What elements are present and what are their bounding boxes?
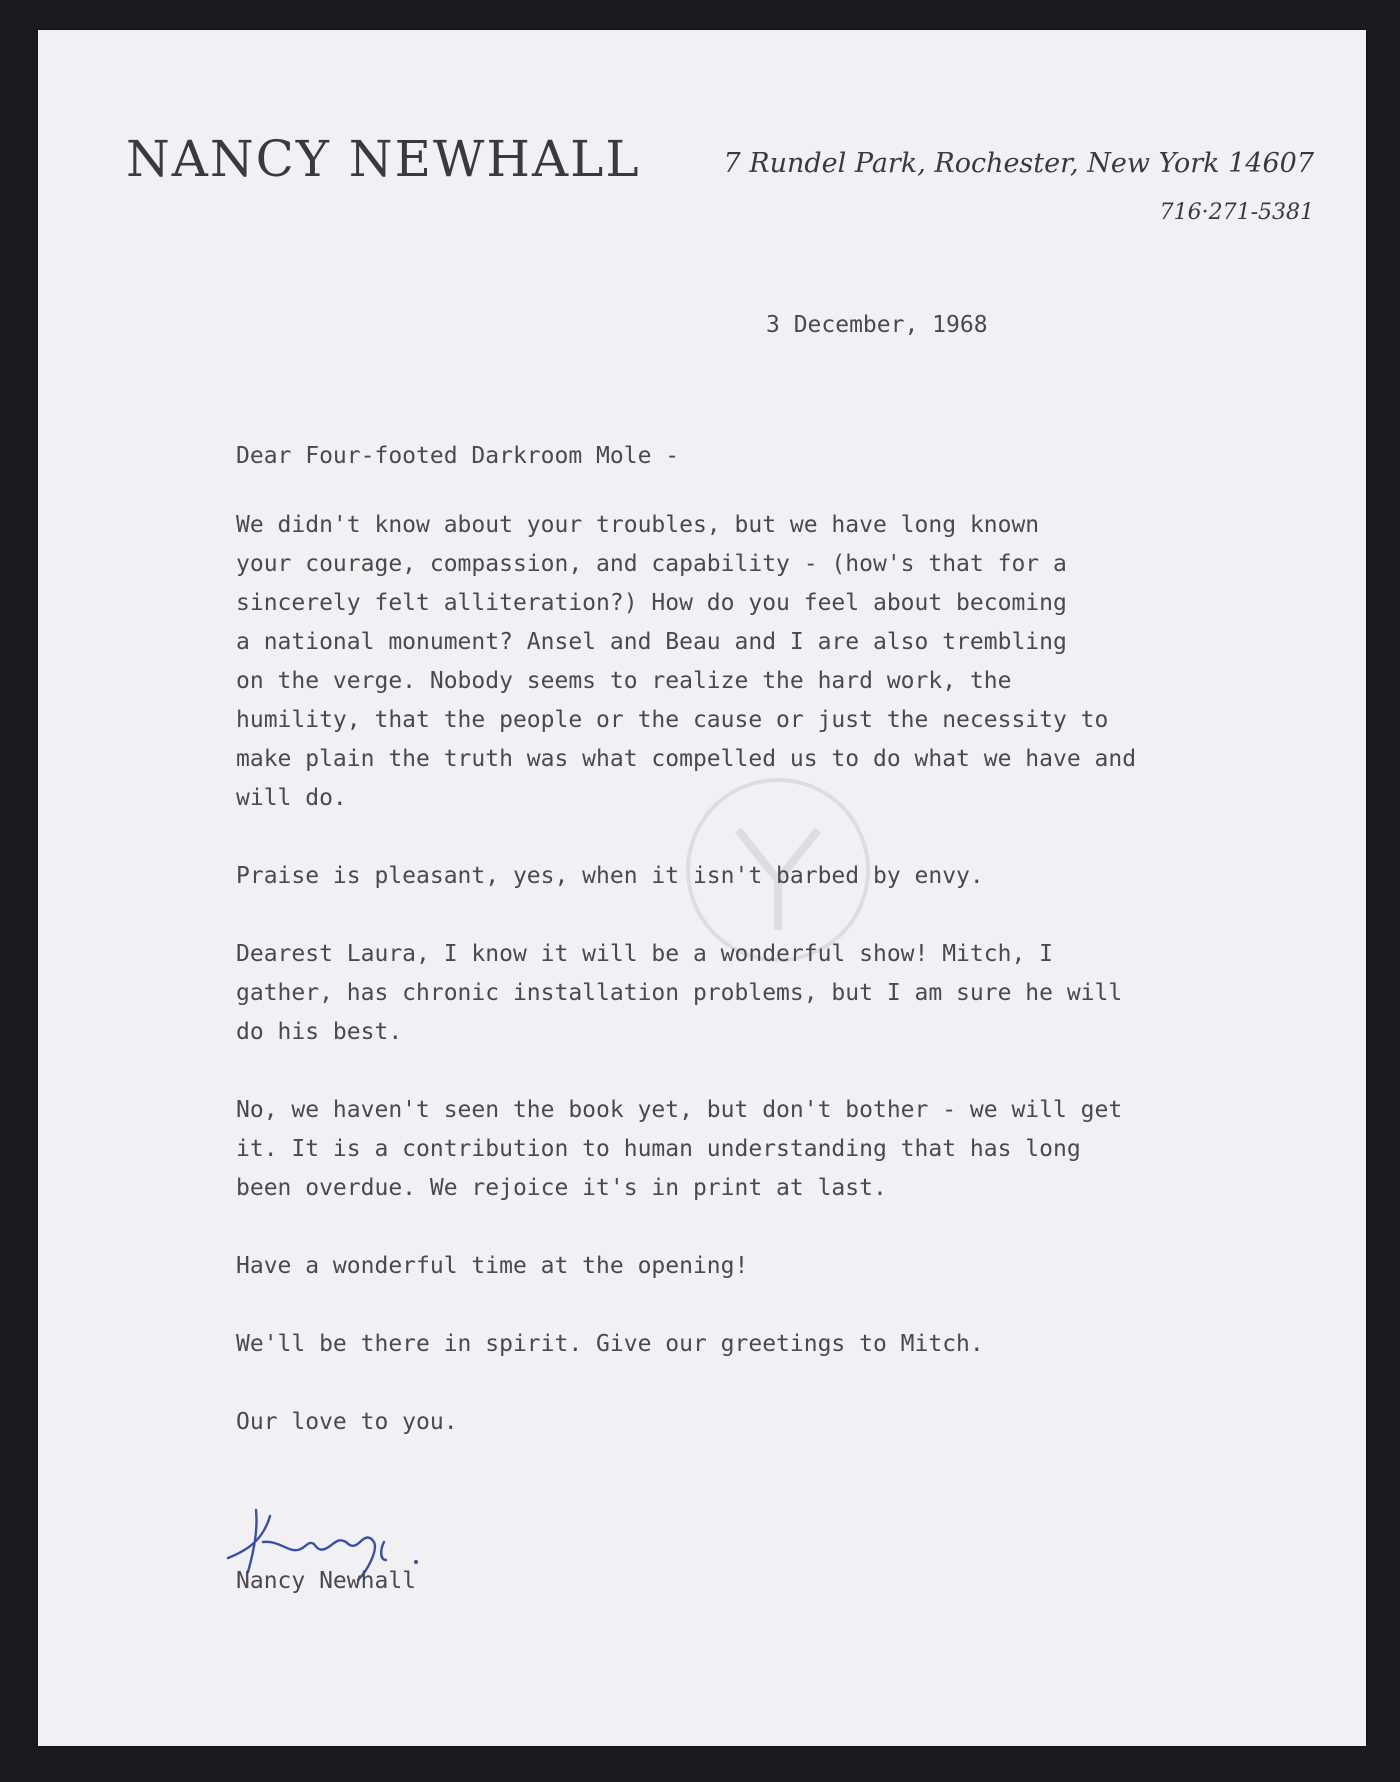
paragraph-line: been overdue. We rejoice it's in print at last.: [236, 1175, 887, 1201]
letter-date: 3 December, 1968: [766, 312, 988, 338]
paragraph-line: humility, that the people or the cause or just the necessity to: [236, 707, 1109, 733]
paragraph-line: We didn't know about your troubles, but we have long known: [236, 512, 1040, 538]
paragraph-line: make plain the truth was what compelled us to do what we have and: [236, 746, 1137, 772]
letter-body: [236, 506, 1336, 1481]
paragraph-1: [236, 506, 1336, 818]
paragraph-line: We'll be there in spirit. Give our greetings to Mitch.: [236, 1331, 984, 1357]
paragraph-line: Our love to you.: [236, 1409, 458, 1435]
typed-signature-name: Nancy Newhall: [236, 1568, 417, 1594]
letterhead-address: 7 Rundel Park, Rochester, New York 14607: [723, 148, 1314, 179]
paragraph-6: [236, 1325, 1336, 1364]
paragraph-line: will do.: [236, 785, 347, 811]
paragraph-4: [236, 1091, 1336, 1208]
paragraph-line: Praise is pleasant, yes, when it isn't barbed by envy.: [236, 863, 984, 889]
paragraph-line: No, we haven't seen the book yet, but don't bother - we will get: [236, 1097, 1123, 1123]
paragraph-5: [236, 1247, 1336, 1286]
paragraph-line: on the verge. Nobody seems to realize the hard work, the: [236, 668, 1012, 694]
paragraph-line: your courage, compassion, and capability - (how's that for a: [236, 551, 1067, 577]
letterhead-phone: 716·271-5381: [1159, 200, 1314, 225]
paragraph-2: [236, 857, 1336, 896]
paragraph-line: it. It is a contribution to human understanding that has long: [236, 1136, 1081, 1162]
paragraph-line: Have a wonderful time at the opening!: [236, 1253, 749, 1279]
paragraph-line: Dearest Laura, I know it will be a wonderful show! Mitch, I: [236, 941, 1053, 967]
letterhead-name: NANCY NEWHALL: [126, 130, 641, 188]
letter-page: [38, 30, 1366, 1746]
paragraph-line: sincerely felt alliteration?) How do you feel about becoming: [236, 590, 1067, 616]
paragraph-line: a national monument? Ansel and Beau and I are also trembling: [236, 629, 1067, 655]
salutation: Dear Four-footed Darkroom Mole -: [236, 443, 680, 469]
paragraph-line: do his best.: [236, 1019, 403, 1045]
paragraph-3: [236, 935, 1336, 1052]
paragraph-7: [236, 1403, 1336, 1442]
paragraph-line: gather, has chronic installation problems, but I am sure he will: [236, 980, 1123, 1006]
